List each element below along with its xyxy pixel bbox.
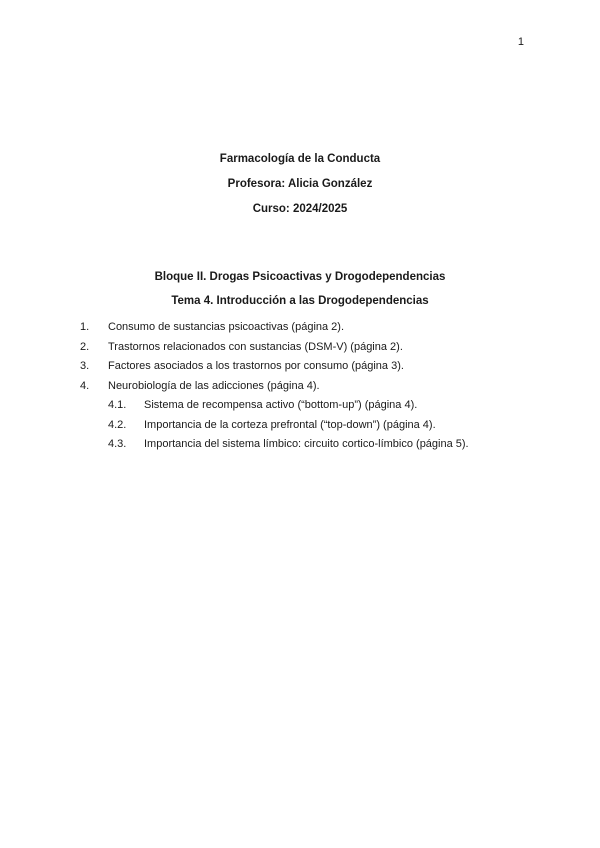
toc-subitem-text: Importancia del sistema límbico: circuito cortico-límbico (página 5). <box>144 438 469 450</box>
toc-item-text: Consumo de sustancias psicoactivas (página 2). <box>108 321 345 333</box>
toc-subitem-number: 4.2. <box>108 418 127 431</box>
topic-title: Tema 4. Introducción a las Drogodependencias <box>171 295 429 307</box>
toc-subitem <box>0 435 600 455</box>
toc-item <box>0 318 600 338</box>
toc-item <box>0 338 600 358</box>
block-title: Bloque II. Drogas Psicoactivas y Drogodependencias <box>154 271 446 283</box>
table-of-contents <box>0 318 600 455</box>
title-block <box>0 147 600 222</box>
toc-item-number: 3. <box>80 360 90 372</box>
toc-subitem-text: Sistema de recompensa activo (“bottom-up”) (página 4). <box>144 399 418 411</box>
page-number: 1 <box>517 36 524 48</box>
toc-subitem-number: 4.1. <box>108 399 127 411</box>
toc-subitem <box>0 416 600 436</box>
professor-name: Profesora: Alicia González <box>227 178 373 190</box>
section-heading <box>0 265 600 313</box>
toc-item-number: 4. <box>80 379 90 392</box>
toc-item-text: Trastornos relacionados con sustancias (DSM-V) (página 2). <box>108 340 403 353</box>
toc-subitem <box>0 396 600 416</box>
toc-item-text: Factores asociados a los trastornos por consumo (página 3). <box>108 360 404 372</box>
course-title: Farmacología de la Conducta <box>219 153 381 165</box>
toc-item <box>0 357 600 377</box>
toc-subitem-number: 4.3. <box>108 438 127 450</box>
toc-subitem-text: Importancia de la corteza prefrontal (“top-down”) (página 4). <box>144 418 436 431</box>
toc-item-number: 1. <box>80 321 90 333</box>
toc-item-text: Neurobiología de las adicciones (página 4). <box>108 379 320 392</box>
course-year: Curso: 2024/2025 <box>252 203 348 215</box>
toc-item <box>0 377 600 397</box>
toc-item-number: 2. <box>80 340 90 353</box>
